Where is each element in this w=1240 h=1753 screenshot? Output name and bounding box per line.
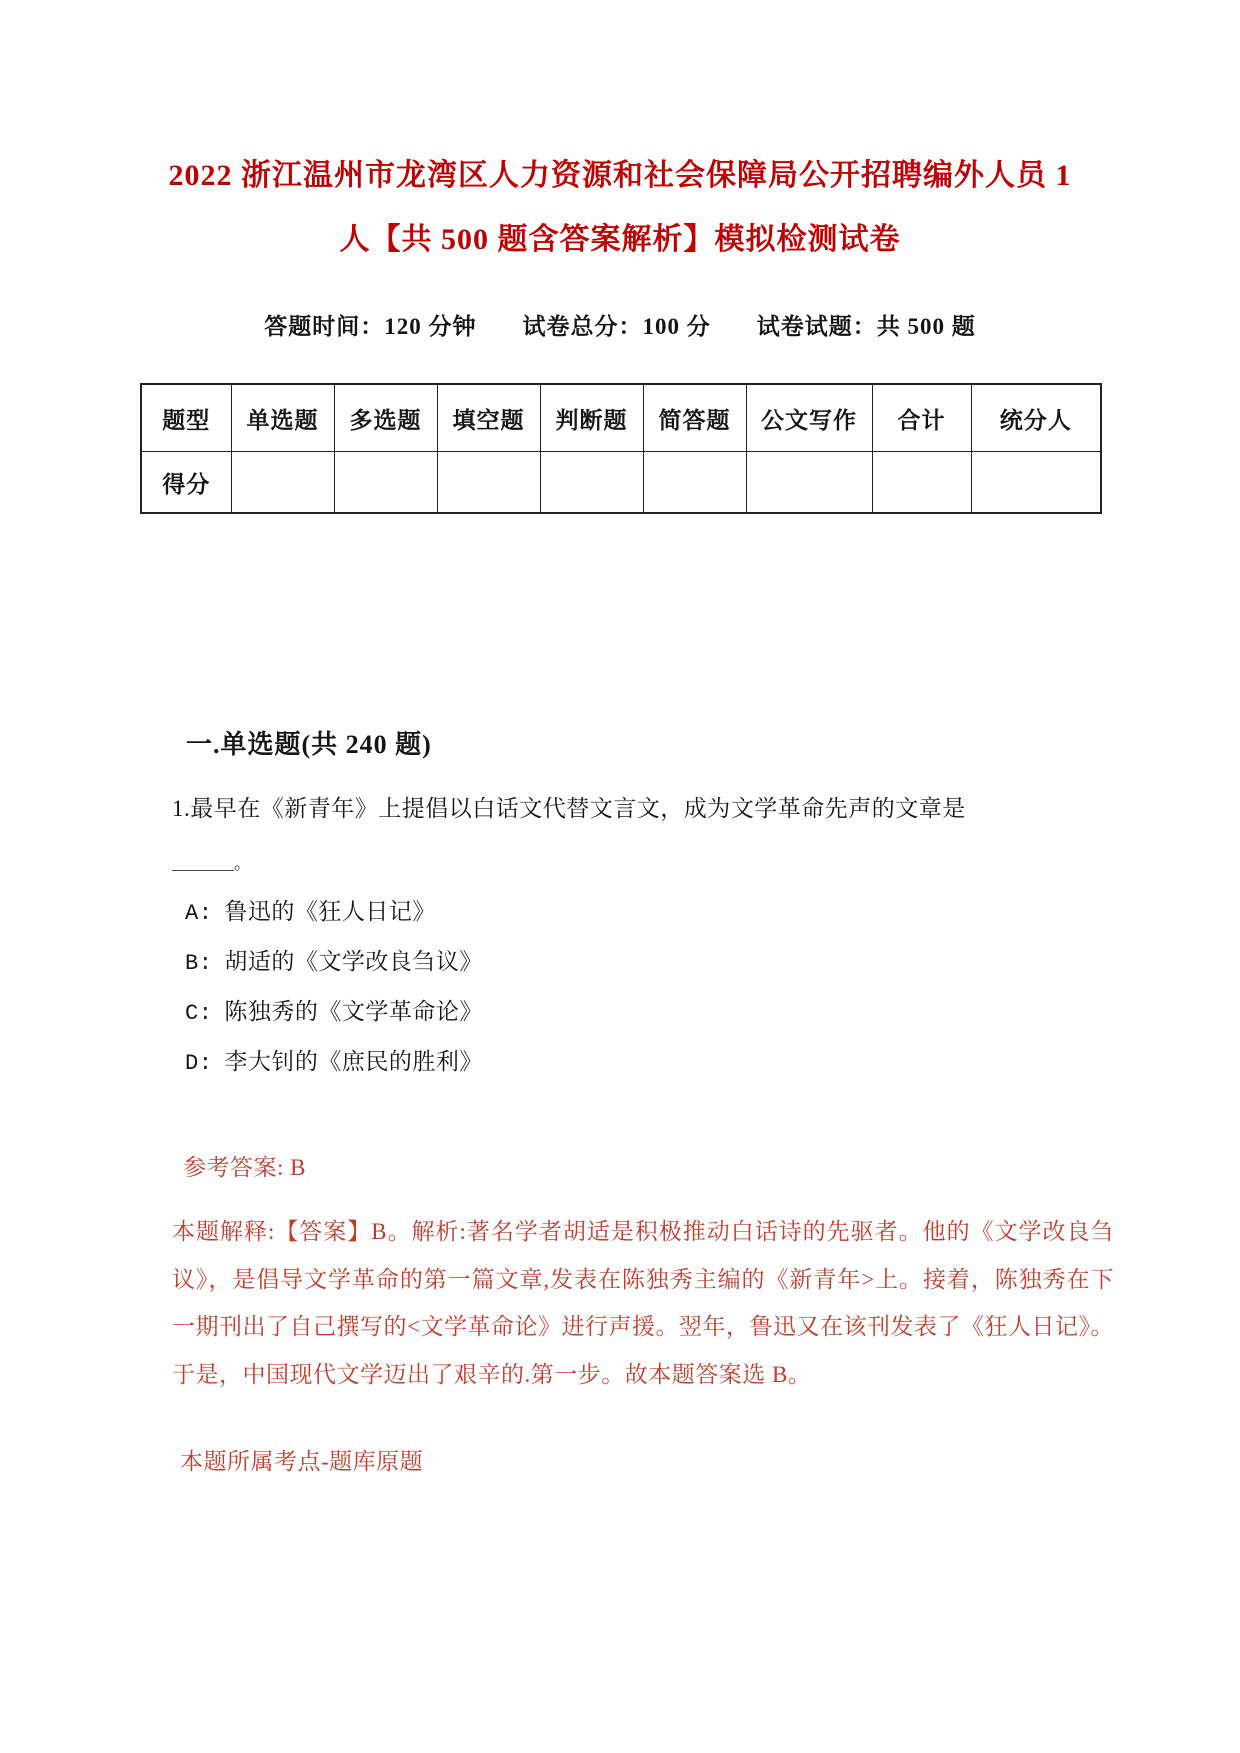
exam-info-line bbox=[0, 308, 1240, 341]
answer-explanation: 本题解释:【答案】B。解析:著名学者胡适是积极推动白话诗的先驱者。他的《文学改良刍议》，是倡导文学革命的第一篇文章,发表在陈独秀主编的《新青年>上。接着，陈独秀在下一期刊出了自己撰写的<文学革命论》进行声援。翌年，鲁迅又在该刊发表了《狂人日记》。于是，中国现代文学迈出了艰辛的.第一步。故本题答案选 B。 bbox=[172, 1219, 1114, 1387]
option-c-label: C: bbox=[185, 1001, 213, 1026]
header-cell-single-choice: 单选题 bbox=[231, 384, 334, 452]
option-a bbox=[185, 877, 1110, 927]
score-table-header-row bbox=[141, 384, 1101, 452]
header-cell-official-writing: 公文写作 bbox=[746, 384, 872, 452]
header-cell-score-counter: 统分人 bbox=[971, 384, 1101, 452]
score-row-label: 得分 bbox=[141, 452, 231, 514]
option-d bbox=[185, 1027, 1110, 1077]
score-cell-empty bbox=[540, 452, 643, 514]
score-cell-empty bbox=[971, 452, 1101, 514]
option-b-label: B: bbox=[185, 951, 213, 976]
source-note: 本题所属考点-题库原题 bbox=[180, 1449, 424, 1474]
score-table bbox=[140, 383, 1102, 514]
blank-suffix: 。 bbox=[234, 854, 251, 873]
header-cell-true-false: 判断题 bbox=[540, 384, 643, 452]
score-cell-empty bbox=[746, 452, 872, 514]
exam-duration: 答题时间：120 分钟 bbox=[264, 314, 477, 339]
score-cell-empty bbox=[231, 452, 334, 514]
score-cell-empty bbox=[643, 452, 746, 514]
option-a-label: A: bbox=[185, 901, 213, 926]
reference-answer: 参考答案: B bbox=[183, 1155, 306, 1180]
option-b-text: 胡适的《文学改良刍议》 bbox=[224, 949, 483, 974]
option-d-label: D: bbox=[185, 1051, 213, 1076]
option-d-text: 李大钊的《庶民的胜利》 bbox=[224, 1049, 483, 1074]
section-heading: 一.单选题(共 240 题) bbox=[186, 730, 432, 759]
score-table-score-row bbox=[141, 452, 1101, 514]
option-c bbox=[185, 977, 1110, 1027]
question-text: 1.最早在《新青年》上提倡以白话文代替文言文，成为文学革命先声的文章是 bbox=[172, 796, 966, 821]
option-c-text: 陈独秀的《文学革命论》 bbox=[224, 999, 483, 1024]
question-1 bbox=[172, 793, 1110, 1077]
option-b bbox=[185, 927, 1110, 977]
exam-title-line-1: 2022 浙江温州市龙湾区人力资源和社会保障局公开招聘编外人员 1 bbox=[168, 159, 1072, 192]
header-cell-short-answer: 简答题 bbox=[643, 384, 746, 452]
header-cell-multi-choice: 多选题 bbox=[334, 384, 437, 452]
exam-question-count: 试卷试题：共 500 题 bbox=[756, 314, 976, 339]
answer-blank bbox=[172, 852, 234, 871]
exam-title-line-2: 人【共 500 题含答案解析】模拟检测试卷 bbox=[339, 223, 901, 256]
exam-total-score: 试卷总分：100 分 bbox=[522, 314, 711, 339]
header-cell-question-type: 题型 bbox=[141, 384, 231, 452]
header-cell-total: 合计 bbox=[872, 384, 971, 452]
score-cell-empty bbox=[437, 452, 540, 514]
header-cell-fill-blank: 填空题 bbox=[437, 384, 540, 452]
exam-title bbox=[115, 0, 1125, 272]
question-blank-line bbox=[172, 851, 1110, 877]
score-cell-empty bbox=[334, 452, 437, 514]
option-a-text: 鲁迅的《狂人日记》 bbox=[224, 899, 436, 924]
score-cell-empty bbox=[872, 452, 971, 514]
